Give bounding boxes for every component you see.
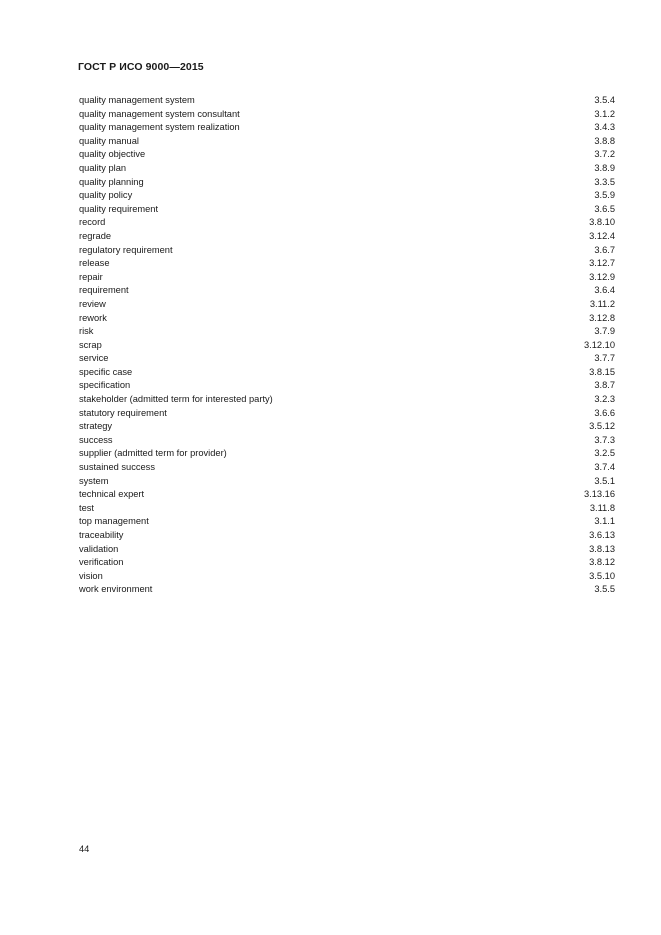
index-row — [79, 257, 615, 271]
index-term: quality policy — [79, 190, 133, 201]
index-row — [79, 502, 615, 516]
index-row — [79, 244, 615, 258]
index-reference: 3.8.13 — [589, 543, 615, 554]
index-reference: 3.12.8 — [589, 312, 615, 323]
index-term: quality planning — [79, 176, 144, 187]
index-row — [79, 420, 615, 434]
index-reference: 3.8.10 — [589, 217, 615, 228]
index-reference: 3.12.10 — [583, 339, 615, 350]
index-reference: 3.13.16 — [583, 489, 615, 500]
index-term: quality requirement — [79, 203, 159, 214]
index-reference: 3.7.3 — [594, 434, 615, 445]
index-reference: 3.6.13 — [589, 530, 615, 540]
index-row — [79, 339, 615, 353]
index-reference: 3.5.12 — [589, 421, 615, 432]
index-term: quality management system realization — [79, 122, 240, 133]
index-term: regrade — [79, 230, 112, 241]
index-term: statutory requirement — [79, 407, 167, 418]
index-term: verification — [79, 557, 124, 568]
index-term: strategy — [79, 421, 113, 432]
index-reference: 3.6.6 — [594, 407, 615, 418]
index-reference: 3.6.5 — [594, 203, 615, 214]
index-term: specification — [79, 380, 131, 391]
index-reference: 3.8.9 — [594, 162, 615, 173]
index-term: technical expert — [79, 489, 145, 500]
index-row — [79, 230, 615, 244]
index-row — [79, 189, 615, 203]
index-row — [79, 379, 615, 393]
index-reference: 3.5.1 — [594, 475, 615, 486]
index-term: quality management system consultant — [79, 108, 240, 119]
index-term: repair — [79, 271, 103, 282]
index-reference: 3.5.4 — [594, 95, 615, 105]
index-row — [79, 529, 615, 543]
index-reference: 3.6.7 — [594, 244, 615, 255]
index-row — [79, 447, 615, 461]
index-reference: 3.5.9 — [594, 190, 615, 201]
index-row — [79, 298, 615, 312]
index-reference: 3.8.15 — [589, 366, 615, 377]
index-term: service — [79, 353, 109, 364]
index-term: test — [79, 502, 94, 513]
index-term: requirement — [79, 285, 129, 296]
index-row — [79, 162, 615, 176]
index-row — [79, 203, 615, 217]
index-term: traceability — [79, 530, 124, 540]
index-term: quality management system — [79, 95, 195, 105]
index-reference: 3.8.7 — [594, 380, 615, 391]
index-term: regulatory requirement — [79, 244, 173, 255]
index-row — [79, 284, 615, 298]
page-number: 44 — [79, 844, 90, 854]
index-reference: 3.5.10 — [589, 570, 615, 581]
index-row — [79, 176, 615, 190]
index-reference: 3.5.5 — [594, 584, 615, 595]
index-row — [79, 488, 615, 502]
index-term: quality manual — [79, 135, 139, 146]
index-term: record — [79, 217, 106, 228]
index-row — [79, 583, 615, 597]
index-term: validation — [79, 543, 119, 554]
index-term: work environment — [79, 584, 153, 595]
index-term: top management — [79, 516, 149, 527]
index-term: rework — [79, 312, 107, 323]
index-reference: 3.11.2 — [589, 298, 615, 309]
index-row — [79, 570, 615, 584]
index-reference: 3.8.12 — [589, 557, 615, 568]
index-row — [79, 216, 615, 230]
index-reference: 3.6.4 — [594, 285, 615, 296]
index-reference: 3.2.5 — [594, 448, 615, 459]
index-row — [79, 148, 615, 162]
index-reference: 3.11.8 — [589, 502, 615, 513]
document-header: ГОСТ Р ИСО 9000—2015 — [78, 61, 204, 73]
index-row — [79, 407, 615, 421]
index-term: scrap — [79, 339, 102, 350]
index-term: supplier (admitted term for provider) — [79, 448, 227, 459]
index-row — [79, 352, 615, 366]
index-row — [79, 271, 615, 285]
index-row — [79, 312, 615, 326]
index-reference: 3.2.3 — [594, 394, 615, 405]
index-term: quality plan — [79, 162, 127, 173]
index-reference: 3.8.8 — [594, 135, 615, 146]
index-reference: 3.3.5 — [594, 176, 615, 187]
index-term: risk — [79, 326, 94, 337]
index-reference: 3.12.9 — [589, 271, 615, 282]
index-row — [79, 475, 615, 489]
index-reference: 3.7.4 — [594, 462, 615, 473]
index-row — [79, 434, 615, 448]
index-term: review — [79, 298, 106, 309]
index-term: specific case — [79, 366, 133, 377]
index-reference: 3.12.7 — [589, 258, 615, 269]
index-term: quality objective — [79, 149, 146, 160]
index-reference: 3.12.4 — [589, 230, 615, 241]
index-term: system — [79, 475, 109, 486]
index-term: release — [79, 258, 110, 269]
index-row — [79, 393, 615, 407]
index-row — [79, 461, 615, 475]
index-row — [79, 94, 615, 108]
index-term: vision — [79, 570, 103, 581]
index-reference: 3.1.2 — [594, 108, 615, 119]
index-reference: 3.7.7 — [594, 353, 615, 364]
index-row — [79, 135, 615, 149]
index-reference: 3.7.2 — [594, 149, 615, 160]
index-row — [79, 108, 615, 122]
index-term: sustained success — [79, 462, 155, 473]
index-term: stakeholder (admitted term for interested party) — [79, 394, 273, 405]
index-row — [79, 543, 615, 557]
index-row — [79, 325, 615, 339]
index-reference: 3.7.9 — [594, 326, 615, 337]
index-row — [79, 515, 615, 529]
alphabetical-term-index — [79, 94, 615, 597]
index-reference: 3.4.3 — [594, 122, 615, 133]
index-term: success — [79, 434, 113, 445]
index-row — [79, 556, 615, 570]
index-reference: 3.1.1 — [594, 516, 615, 527]
index-row — [79, 366, 615, 380]
index-row — [79, 121, 615, 135]
